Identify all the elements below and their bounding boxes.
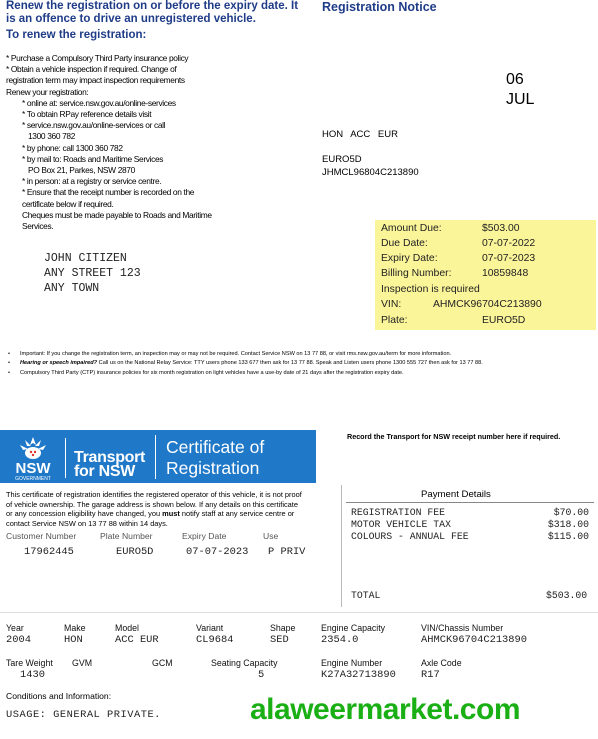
expiry-date-label: Expiry Date: bbox=[381, 253, 438, 264]
billing-number-row bbox=[381, 266, 528, 281]
expiry-date-value: 07-07-2023 bbox=[186, 546, 249, 558]
instruction-line: * Purchase a Compulsory Third Party insurance policy bbox=[6, 53, 189, 63]
due-date-value: 07-07-2022 bbox=[482, 238, 536, 249]
payment-rule bbox=[346, 502, 594, 503]
instruction-line: certificate below if required. bbox=[22, 198, 114, 209]
instruction-line: * Ensure that the receipt number is recorded on the bbox=[22, 187, 195, 198]
billing-number-label: Billing Number: bbox=[381, 268, 452, 279]
axle-code-label: Axle Code bbox=[421, 658, 462, 668]
customer-number-label: Customer Number bbox=[6, 531, 77, 541]
amount-due-label: Amount Due: bbox=[381, 223, 442, 234]
note-item: • Hearing or speech impaired? Call us on the National Relay Service: TTY users phone 133 677 then ask for 13 77 88. Speak and Listen users phone 1300 555 727 then ask for 13 77 88. bbox=[6, 359, 596, 368]
vehicle-plate: EURO5D bbox=[322, 154, 362, 165]
make-label: Make bbox=[64, 623, 86, 633]
total-label: TOTAL bbox=[351, 590, 381, 601]
address-line: ANY STREET 123 bbox=[44, 267, 141, 280]
use-value: P PRIV bbox=[268, 546, 306, 558]
fee-amount: $70.00 bbox=[553, 507, 589, 518]
fee-row bbox=[351, 531, 589, 543]
notice-title: Registration Notice bbox=[322, 0, 437, 14]
notice-date-month: JUL bbox=[506, 91, 535, 108]
mailing-address bbox=[44, 251, 141, 296]
tare-weight-label: Tare Weight bbox=[6, 658, 53, 668]
model-label: Model bbox=[115, 623, 139, 633]
plate-value: EURO5D bbox=[482, 315, 526, 326]
logo-divider bbox=[65, 438, 66, 478]
amount-due-row bbox=[381, 221, 520, 236]
engine-number-label: Engine Number bbox=[321, 658, 383, 668]
important-notes bbox=[6, 350, 596, 378]
receipt-note: Record the Transport for NSW receipt number here if required. bbox=[347, 432, 561, 441]
vehicle-description: HON ACC EUR bbox=[322, 129, 398, 140]
instruction-line: Renew your registration: bbox=[6, 86, 89, 97]
shape-label: Shape bbox=[270, 623, 296, 633]
due-date-row bbox=[381, 236, 535, 251]
plate-number-label: Plate Number bbox=[100, 531, 153, 541]
conditions-label: Conditions and Information: bbox=[6, 691, 112, 701]
seating-capacity-label: Seating Capacity bbox=[211, 658, 278, 668]
vin-row bbox=[381, 297, 542, 312]
certificate-title-line-1: Certificate of bbox=[166, 437, 265, 457]
instruction-line: registration term may impact inspection requirements bbox=[6, 75, 185, 86]
instruction-line: PO Box 21, Parkes, NSW 2870 bbox=[28, 165, 135, 176]
plate-number-value: EURO5D bbox=[116, 546, 154, 558]
payment-summary-box bbox=[375, 220, 596, 330]
waratah-icon bbox=[2, 433, 64, 481]
vin-chassis-value: AHMCK96704C213890 bbox=[421, 634, 528, 646]
logo-text: NSW bbox=[15, 460, 51, 477]
brand-line-1: Transport bbox=[74, 449, 146, 466]
fee-label: COLOURS - ANNUAL FEE bbox=[351, 531, 469, 542]
total-amount: $503.00 bbox=[546, 590, 588, 601]
nsw-government-logo bbox=[2, 433, 64, 481]
tare-weight-value: 1430 bbox=[20, 669, 45, 681]
address-line: JOHN CITIZEN bbox=[44, 252, 127, 265]
instruction-line: 1300 360 782 bbox=[28, 131, 76, 142]
notice-date-day: 06 bbox=[506, 71, 524, 88]
usage-value: USAGE: GENERAL PRIVATE. bbox=[6, 709, 161, 721]
variant-value: CL9684 bbox=[196, 634, 234, 646]
vehicle-identifiers bbox=[322, 153, 419, 179]
certificate-intro: This certificate of registration identifies the registered operator of this vehicle, it is not proof of vehicle ownership. The garage address is shown below. If any details on this certificate or any concession eligibility have changed, you must notify staff at any service centre or contact Service NSW on 13 77 88 within 14 days. bbox=[6, 490, 302, 528]
renewal-instructions bbox=[6, 53, 306, 232]
note-emphasis: Hearing or speech impaired? bbox=[20, 360, 98, 367]
engine-capacity-label: Engine Capacity bbox=[321, 623, 386, 633]
payment-details-title: Payment Details bbox=[421, 489, 491, 500]
engine-number-value: K27A32713890 bbox=[321, 669, 396, 681]
gcm-label: GCM bbox=[152, 658, 173, 668]
address-line: ANY TOWN bbox=[44, 282, 100, 295]
shape-value: SED bbox=[270, 634, 289, 646]
vin-value: AHMCK96704C213890 bbox=[433, 299, 542, 310]
instruction-line: Services. bbox=[22, 221, 54, 232]
vin-label: VIN: bbox=[381, 299, 402, 310]
logo-subtext: GOVERNMENT bbox=[15, 476, 51, 481]
fee-amount: $318.00 bbox=[547, 519, 589, 530]
use-label: Use bbox=[263, 531, 279, 541]
model-value: ACC EUR bbox=[115, 634, 159, 646]
amount-due-value: $503.00 bbox=[482, 223, 520, 234]
expiry-date-row bbox=[381, 251, 535, 266]
certificate-rule bbox=[0, 612, 598, 613]
engine-capacity-value: 2354.0 bbox=[321, 634, 359, 646]
year-label: Year bbox=[6, 623, 24, 633]
fee-row bbox=[351, 507, 589, 519]
instruction-line: * service.nsw.gov.au/online-services or call bbox=[22, 120, 166, 131]
customer-number-value: 17962445 bbox=[24, 546, 74, 558]
renew-subheading: To renew the registration: bbox=[6, 29, 147, 41]
seating-capacity-value: 5 bbox=[258, 669, 265, 681]
note-item: • Important: If you change the registration term, an inspection may or may not be required. Contact Service NSW on 13 77 88, or visit rms.nsw.gov.au/term for more information. bbox=[6, 350, 596, 359]
plate-row bbox=[381, 313, 525, 328]
vin-chassis-label: VIN/Chassis Number bbox=[421, 623, 504, 633]
renew-warning: Renew the registration on or before the expiry date. It is an offence to drive an unregistered vehicle. bbox=[6, 0, 299, 25]
vehicle-vin: JHMCL96804C213890 bbox=[322, 167, 419, 178]
instruction-line: Cheques must be made payable to Roads and Maritime bbox=[22, 209, 212, 220]
axle-code-value: R17 bbox=[421, 669, 440, 681]
certificate-title-line-2: Registration bbox=[166, 458, 260, 478]
instruction-line: * online at: service.nsw.gov.au/online-services bbox=[22, 97, 176, 108]
instruction-line: * Obtain a vehicle inspection if required. Change of bbox=[6, 64, 177, 75]
inspection-status: Inspection is required bbox=[381, 284, 480, 295]
note-item: • Compulsory Third Party (CTP) insurance policies for six month registration on light vehicles have a use-by date of 21 days after the registration expiry date. bbox=[6, 369, 596, 378]
fee-label: REGISTRATION FEE bbox=[351, 507, 446, 518]
due-date-label: Due Date: bbox=[381, 238, 428, 249]
fee-label: MOTOR VEHICLE TAX bbox=[351, 519, 451, 530]
brand-line-2: for NSW bbox=[74, 463, 136, 480]
variant-label: Variant bbox=[196, 623, 224, 633]
year-value: 2004 bbox=[6, 634, 31, 646]
watermark: alaweermarket.com bbox=[250, 693, 520, 726]
title-divider bbox=[155, 435, 156, 479]
section-divider bbox=[341, 485, 342, 607]
plate-label: Plate: bbox=[381, 315, 408, 326]
instruction-line: * in person: at a registry or service centre. bbox=[22, 176, 162, 187]
fee-amount: $115.00 bbox=[547, 531, 589, 542]
expiry-date-label: Expiry Date bbox=[182, 531, 227, 541]
instruction-line: * by phone: call 1300 360 782 bbox=[22, 142, 123, 153]
gvm-label: GVM bbox=[72, 658, 93, 668]
make-value: HON bbox=[64, 634, 83, 646]
instruction-line: * by mail to: Roads and Maritime Services bbox=[22, 153, 164, 164]
fee-list bbox=[351, 507, 589, 543]
fee-row bbox=[351, 519, 589, 531]
instruction-line: * To obtain RPay reference details visit bbox=[22, 109, 152, 120]
expiry-date-value: 07-07-2023 bbox=[482, 253, 536, 264]
billing-number-value: 10859848 bbox=[482, 268, 529, 279]
